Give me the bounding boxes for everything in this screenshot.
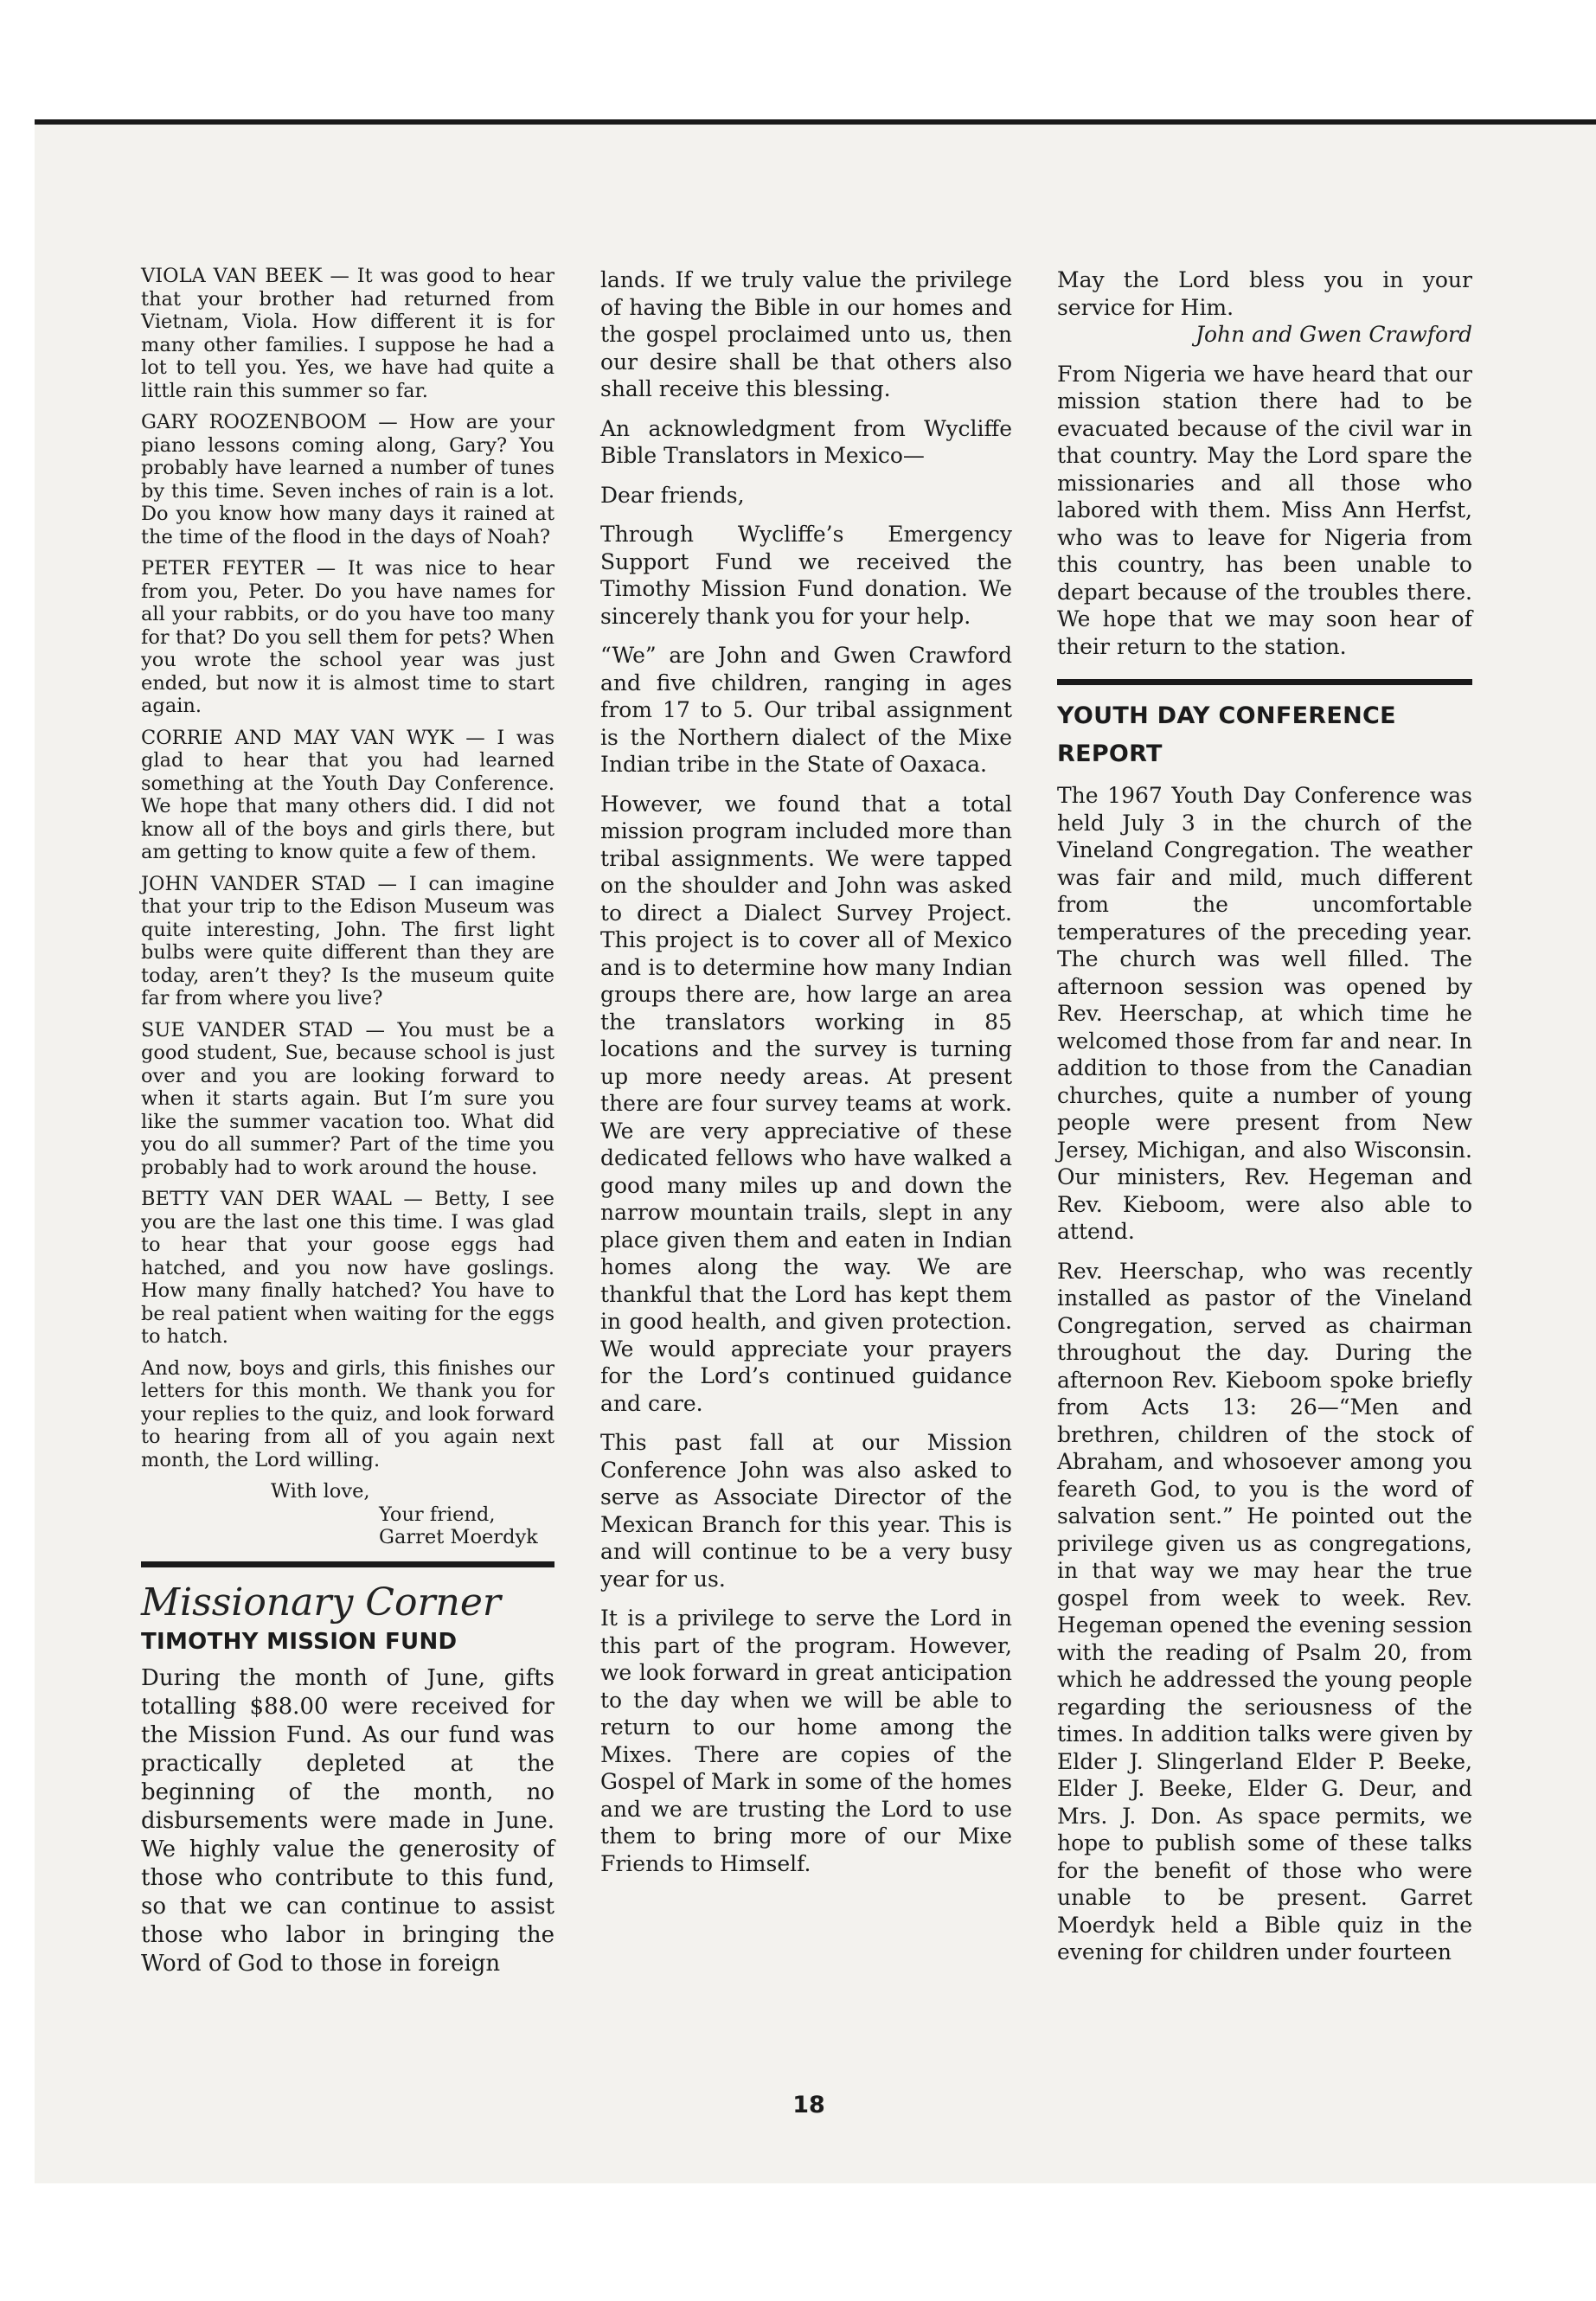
letter-gary: GARY ROOZENBOOM — How are your piano lessons coming along, Gary? You probably have learned a number of tunes by this time. Seven inches of rain is a lot. Do you know how many days it rained at the time of the flood in the days of Noah? [141, 411, 554, 548]
youth-day-heading: YOUTH DAY CONFERENCE REPORT [1057, 702, 1396, 767]
paragraph-blessing: May the Lord bless you in your service for Him. [1057, 267, 1472, 320]
paragraph-lands: lands. If we truly value the privilege of having the Bible in our homes and the gospel proclaimed unto us, then our desire shall be that others also shall receive this blessing. [600, 267, 1012, 401]
paragraph-survey-project: However, we found that a total mission program included more than tribal assignments. We were tapped on the shoulder and John was asked to direct a Dialect Survey Project. This project is to cover all of Mexico and is to determine how many Indian groups there are, how large an area the translators working in 85 locations and the survey is turning up more needy areas. At present there are four survey teams at work. We are very appreciative of these dedicated fellows who have walked a good many miles up and down the narrow mountain trails, slept in any place given them and eaten in Indian homes along the way. We are thankful that the Lord has kept them in good health, and given protection. We would appreciate your prayers for the Lord’s continued guidance and care. [600, 791, 1012, 1416]
paragraph-crawford-family: “We” are John and Gwen Crawford and five children, ranging in ages from 17 to 5. Our tribal assignment is the Northern dialect of the Mixe Indian tribe in the State of Oaxaca. [600, 643, 1012, 777]
paragraph-salutation: Dear friends, [600, 482, 745, 508]
letter-betty: BETTY VAN DER WAAL — Betty, I see you are the last one this time. I was glad to hear that your goose eggs had hatched, and you now have goslings. How many finally hatched? You have to be real patient when waiting for the eggs to hatch. [141, 1188, 554, 1348]
letter-sue: SUE VANDER STAD — You must be a good student, Sue, because school is just over and you are looking forward to when it starts again. But I’m sure you like the summer vacation too. What did you do all summer? Part of the time you probably had to work around the house. [141, 1018, 554, 1179]
paragraph-report-1: The 1967 Youth Day Conference was held July 3 in the church of the Vineland Congregation. The weather was fair and mild, much different from the uncomfortable temperatures of the preceding year. The church was well filled. The afternoon session was opened by Rev. Heerschap, at which time he welcomed those from far and near. In addition to those from the Canadian churches, quite a number of young people were present from New Jersey, Michigan, and also Wisconsin. Our ministers, Rev. Hegeman and Rev. Kieboom, were also able to attend. [1057, 783, 1472, 1244]
paragraph-emergency-fund: Through Wycliffe’s Emergency Support Fund we received the Timothy Mission Fund donation. We sincerely thank you for your help. [600, 522, 1012, 629]
column-report [1057, 266, 1472, 1978]
column-letters [141, 265, 554, 1990]
letter-closing-paragraph: And now, boys and girls, this finishes our letters for this month. We thank you for your replies to the quiz, and look forward to hearing from all of you again next month, the Lord willing. [141, 1356, 554, 1471]
paragraph-acknowledgment: An acknowledgment from Wycliffe Bible Translators in Mexico— [600, 415, 1012, 468]
signature-block [141, 1480, 554, 1549]
paragraph-report-2: Rev. Heerschap, who was recently installed as pastor of the Vineland Congregation, served as chairman throughout the day. During the afternoon Rev. Kieboom spoke briefly from Acts 13: 26—“Men and brethren, children of the stock of Abraham, and whosoever among you feareth God, to you is the word of salvation sent.” He pointed out the privilege given us as congregations, in that way we may hear the true gospel from week to week. Rev. Hegeman opened the evening session with the reading of Psalm 20, from which he addressed the young people regarding the seriousness of the times. In addition talks were given by Elder J. Slingerland Elder P. Beeke, Elder J. Beeke, Elder G. Deur, and Mrs. J. Don. As space permits, we hope to publish some of these talks for the benefit of those who were unable to be present. Garret Moerdyk held a Bible quiz in the evening for children under fourteen [1057, 1258, 1472, 1965]
paragraph-nigeria: From Nigeria we have heard that our mission station there had to be evacuated because of the civil war in that country. May the Lord spare the missionaries and all those who labored with them. Miss Ann Herfst, who was to leave for Nigeria from this country, has been unable to depart because of the troubles there. We hope that we may soon hear of their return to the station. [1057, 361, 1472, 659]
report-divider [1057, 679, 1472, 685]
closing-author: Garret Moerdyk [379, 1526, 538, 1548]
letter-peter: PETER FEYTER — It was nice to hear from you, Peter. Do you have names for all your rabbits, or do you have too many for that? Do you sell them for pets? When you wrote the school year was just ended, but now it is almost time to start again. [141, 557, 554, 717]
closing-your-friend: Your friend, [379, 1503, 496, 1526]
section-divider [141, 1561, 554, 1567]
page-number: 18 [792, 2092, 825, 2118]
column-wycliffe [600, 266, 1012, 1889]
letter-corrie-may: CORRIE AND MAY VAN WYK — I was glad to hear that you had learned something at the Youth Day Conference. We hope that many others did. I did not know all of the boys and girls there, but am getting to know quite a few of them. [141, 726, 554, 863]
top-edge-rule [35, 119, 1596, 125]
closing-with-love: With love, [271, 1480, 370, 1503]
letter-viola: VIOLA VAN BEEK — It was good to hear that your brother had returned from Vietnam, Viola. How different it is for many other families. I suppose he had a lot to tell you. Yes, we have had quite a little rain this summer so far. [141, 265, 554, 402]
missionary-corner-title: Missionary Corner [141, 1580, 501, 1625]
paragraph-privilege: It is a privilege to serve the Lord in this part of the program. However, we look forward in great anticipation to the day when we will be able to return to our home among the Mixes. There are copies of the Gospel of Mark in some of the homes and we are trusting the Lord to use them to bring more of our Mixe Friends to Himself. [600, 1606, 1012, 1876]
paragraph-mission-conference: This past fall at our Mission Conference John was also asked to serve as Associate Director of the Mexican Branch for this year. This is and will continue to be a very busy year for us. [600, 1430, 1012, 1592]
mission-fund-paragraph: During the month of June, gifts totalling $88.00 were received for the Mission Fund. As our fund was practically depleted at the beginning of the month, no disbursements were made in June. We highly value the generosity of those who contribute to this fund, so that we can continue to assist those who labor in bringing the Word of God to those in foreign [141, 1664, 554, 1977]
crawford-signature: John and Gwen Crawford [1195, 322, 1472, 347]
letter-john: JOHN VANDER STAD — I can imagine that your trip to the Edison Museum was quite interesting, John. The first light bulbs were quite different than they are today, aren’t they? Is the museum quite far from where you live? [141, 872, 554, 1009]
timothy-fund-heading: TIMOTHY MISSION FUND [141, 1628, 458, 1655]
